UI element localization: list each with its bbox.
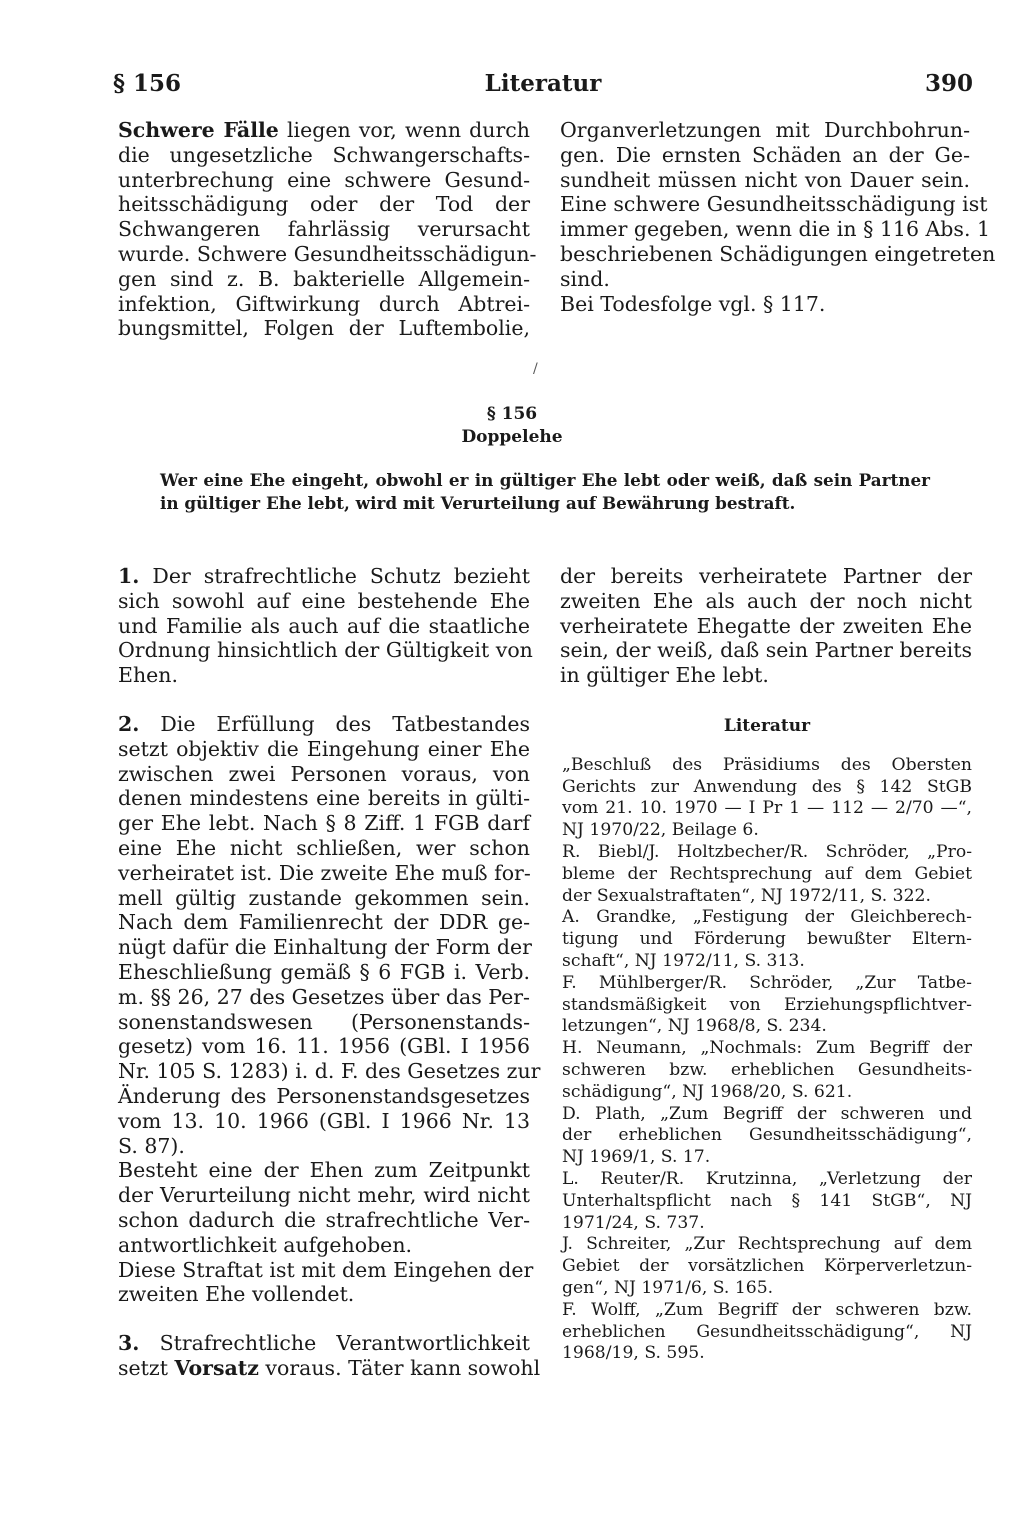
text-line: Nach dem Familienrecht der DDR ge- <box>118 910 530 935</box>
text-line: nügt dafür die Einhaltung der Form der <box>118 935 532 960</box>
literature-title: Literatur <box>723 716 811 736</box>
lead-bold: Schwere Fälle <box>118 118 279 142</box>
text-line: Ordnung hinsichtlich der Gültigkeit von <box>118 638 533 663</box>
text-line: gen. Die ernsten Schäden an der Ge- <box>560 142 970 167</box>
text-line: Änderung des Personenstandsgesetzes <box>118 1083 530 1108</box>
literature-line: schweren bzw. erheblichen Gesundheits- <box>562 1059 972 1080</box>
section-title: Doppelehe <box>461 427 563 447</box>
literature-line: Unterhaltspflicht nach § 141 StGB“, NJ <box>562 1190 972 1211</box>
text-line: der Verurteilung nicht mehr, wird nicht <box>118 1183 530 1208</box>
text-line: beschriebenen Schädigungen eingetreten <box>560 241 996 266</box>
text-line: immer gegeben, wenn die in § 116 Abs. 1 <box>560 217 991 242</box>
literature-line: der erheblichen Gesundheitsschädigung“, <box>562 1125 972 1146</box>
header-section: § 156 <box>113 70 182 97</box>
statute-line: Wer eine Ehe eingeht, obwohl er in gültiger Ehe lebt oder weiß, daß sein Partner <box>160 470 930 490</box>
literature-line: Gebiet der vorsätzlichen Körperverletzun- <box>562 1256 972 1277</box>
text-line: gesetz) vom 16. 11. 1956 (GBl. I 1956 <box>118 1034 530 1059</box>
literature-line: 1968/19, S. 595. <box>562 1343 705 1364</box>
text-line: zweiten Ehe als auch der noch nicht <box>560 588 972 613</box>
literature-line: F. Wolff, „Zum Begriff der schweren bzw. <box>562 1299 972 1320</box>
literature-entry <box>562 755 972 842</box>
text-line: der bereits verheiratete Partner der <box>560 564 972 588</box>
literature-list <box>562 716 972 1365</box>
text-line: bungsmittel, Folgen der Luftembolie, <box>118 316 530 341</box>
text-line: unterbrechung eine schwere Gesund- <box>118 167 530 192</box>
literature-entry <box>562 1104 972 1169</box>
text-line: S. 87). <box>118 1133 185 1158</box>
text-line: antwortlichkeit aufgehoben. <box>118 1232 413 1257</box>
statute-text <box>160 469 930 515</box>
left-column <box>118 564 541 1381</box>
text-line: sich sowohl auf eine bestehende Ehe <box>118 588 530 613</box>
text-line: Nr. 105 S. 1283) i. d. F. des Gesetzes zur <box>118 1059 541 1084</box>
text-line: zweiten Ehe vollendet. <box>118 1282 355 1307</box>
top-right-column <box>560 118 996 316</box>
right-column <box>560 564 972 688</box>
statute-line: in gültiger Ehe lebt, wird mit Verurteilung auf Bewährung bestraft. <box>160 493 796 513</box>
text-line: 1. Der strafrechtliche Schutz bezieht <box>118 564 530 588</box>
text-line: Eine schwere Gesundheitsschädigung ist <box>560 192 988 217</box>
text-line: sonenstandswesen (Personenstands- <box>118 1009 530 1034</box>
text-line: sein, der weiß, daß sein Partner bereits <box>560 638 972 663</box>
text-line: 2. Die Erfüllung des Tatbestandes <box>118 711 530 736</box>
text-line: Besteht eine der Ehen zum Zeitpunkt <box>118 1158 530 1183</box>
page-header <box>113 70 973 104</box>
literature-line: schädigung“, NJ 1968/20, S. 621. <box>562 1081 853 1102</box>
text-line: infektion, Giftwirkung durch Abtrei- <box>118 291 530 316</box>
literature-line: schaft“, NJ 1972/11, S. 313. <box>562 950 805 971</box>
text-line: denen mindestens eine bereits in gülti- <box>118 786 530 811</box>
text-line: verheiratet ist. Die zweite Ehe muß for- <box>118 860 531 885</box>
literature-line: J. Schreiter, „Zur Rechtsprechung auf dem <box>562 1234 972 1255</box>
header-title: Literatur <box>484 70 602 97</box>
literature-entry <box>562 1038 972 1103</box>
text-line: schon dadurch die strafrechtliche Ver- <box>118 1207 530 1232</box>
text-line: Schwangeren fahrlässig verursacht <box>118 217 530 242</box>
text-line: m. §§ 26, 27 des Gesetzes über das Per- <box>118 984 530 1009</box>
text-line: wurde. Schwere Gesundheitsschädigun- <box>118 241 537 266</box>
text-line: Ehen. <box>118 663 179 688</box>
text-line: sundheit müssen nicht von Dauer sein. <box>560 167 970 192</box>
literature-line: tigung und Förderung bewußter Eltern- <box>562 929 972 950</box>
literature-line: R. Biebl/J. Holtzbecher/R. Schröder, „Pro- <box>562 841 972 862</box>
literature-entry <box>562 1300 972 1365</box>
text-line: setzt Vorsatz voraus. Täter kann sowohl <box>118 1355 541 1380</box>
literature-entry <box>562 842 972 907</box>
literature-entry <box>562 907 972 972</box>
text-line: Bei Todesfolge vgl. § 117. <box>560 291 826 316</box>
text-line: heitsschädigung oder der Tod der <box>118 192 530 217</box>
literature-line: letzungen“, NJ 1968/8, S. 234. <box>562 1016 827 1037</box>
literature-line: 1971/24, S. 737. <box>562 1212 705 1233</box>
text-line: 3. Strafrechtliche Verantwortlichkeit <box>118 1331 530 1356</box>
literature-line: erheblichen Gesundheitsschädigung“, NJ <box>562 1321 972 1342</box>
text-line: in gültiger Ehe lebt. <box>560 663 769 688</box>
section-heading <box>0 403 1024 449</box>
text-line: sind. <box>560 266 610 291</box>
text-line: die ungesetzliche Schwangerschafts- <box>118 142 530 167</box>
text-line: Organverletzungen mit Durchbohrun- <box>560 118 970 142</box>
literature-line: NJ 1970/22, Beilage 6. <box>562 820 759 841</box>
literature-entry <box>562 973 972 1038</box>
text-line: vom 13. 10. 1966 (GBl. I 1966 Nr. 13 <box>118 1108 530 1133</box>
text-line: und Familie als auch auf die staatliche <box>118 613 530 638</box>
text-line: eine Ehe nicht schließen, wer schon <box>118 835 530 860</box>
literature-line: bleme der Rechtsprechung auf dem Gebiet <box>562 863 972 884</box>
literature-line: vom 21. 10. 1970 — I Pr 1 — 112 — 2/70 —“, <box>562 798 972 819</box>
text-line: setzt objektiv die Eingehung einer Ehe <box>118 736 530 761</box>
literature-line: F. Mühlberger/R. Schröder, „Zur Tatbe- <box>562 972 972 993</box>
literature-line: der Sexualstraftaten“, NJ 1972/11, S. 322. <box>562 885 931 906</box>
literature-line: NJ 1969/1, S. 17. <box>562 1147 711 1168</box>
literature-entries <box>562 755 972 1365</box>
text-line: gen sind z. B. bakterielle Allgemein- <box>118 266 530 291</box>
literature-line: standsmäßigkeit von Erziehungspflichtver- <box>562 994 972 1015</box>
literature-line: L. Reuter/R. Krutzinna, „Verletzung der <box>562 1168 972 1189</box>
literature-line: gen“, NJ 1971/6, S. 165. <box>562 1277 774 1298</box>
text-line: verheiratete Ehegatte der zweiten Ehe <box>560 613 972 638</box>
literature-entry <box>562 1234 972 1299</box>
text-line: mell gültig zustande gekommen sein. <box>118 885 530 910</box>
page-number: 390 <box>924 70 973 97</box>
section-number: § 156 <box>486 404 538 424</box>
literature-entry <box>562 1169 972 1234</box>
text-line: Eheschließung gemäß § 6 FGB i. Verb. <box>118 959 530 984</box>
text-line: Schwere Fälle liegen vor, wenn durch <box>118 118 530 142</box>
text-line: Diese Straftat ist mit dem Eingehen der <box>118 1257 534 1282</box>
literature-line: H. Neumann, „Nochmals: Zum Begriff der <box>562 1038 972 1059</box>
literature-line: A. Grandke, „Festigung der Gleichberech- <box>562 907 972 928</box>
top-left-column <box>118 118 537 341</box>
literature-line: D. Plath, „Zum Begriff der schweren und <box>562 1103 972 1124</box>
stray-mark: / <box>533 361 538 377</box>
text-line: zwischen zwei Personen voraus, von <box>118 761 530 786</box>
literature-line: Gerichts zur Anwendung des § 142 StGB <box>562 776 972 797</box>
text-line: ger Ehe lebt. Nach § 8 Ziff. 1 FGB darf <box>118 811 530 836</box>
literature-line: „Beschluß des Präsidiums des Obersten <box>562 754 972 775</box>
